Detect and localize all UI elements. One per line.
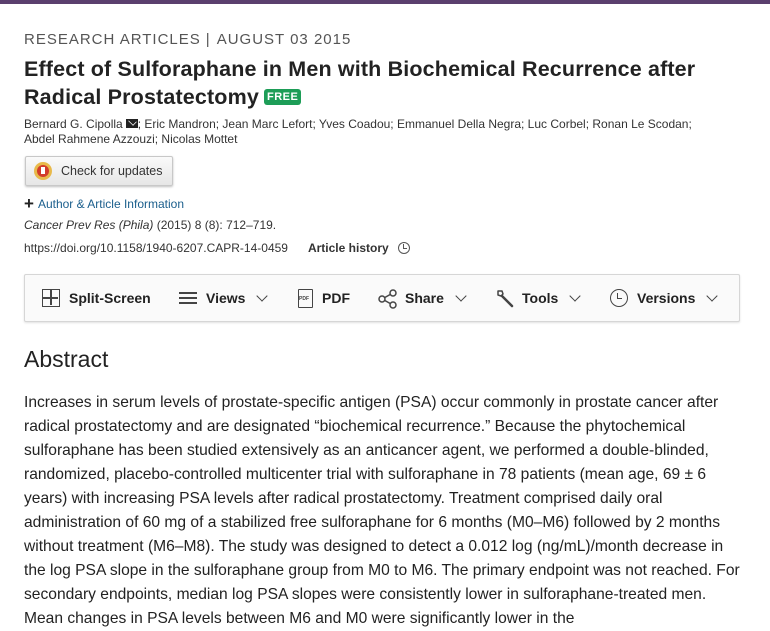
- plus-icon: +: [24, 194, 34, 213]
- author-article-info-toggle[interactable]: [24, 194, 185, 213]
- check-for-updates-button[interactable]: [25, 156, 173, 186]
- versions-label: Versions: [637, 290, 696, 306]
- tools-icon: [495, 289, 513, 307]
- share-icon-svg: [378, 289, 398, 309]
- split-screen-icon: [42, 289, 60, 307]
- tools-label: Tools: [522, 290, 559, 306]
- author-article-info-link[interactable]: Author & Article Information: [37, 197, 185, 211]
- abstract-text: Increases in serum levels of prostate-specific antigen (PSA) occur commonly in prostate cancer after radical prostatectomy and are designated “biochemical recurrence.” Because the phytochemical sulforaphane has been studied extensively as an anticancer agent, we performed a double-blinded, randomized, placebo-controlled multicenter trial with sulforaphane in 78 patients (mean age, 69 ± 6 years) with increasing PSA levels after radical prostatectomy. Treatment comprised daily oral administration of 60 mg of a stabilized free sulforaphane for 6 months (M0–M6) followed by 2 months without treatment (M6–M8). The study was designed to detect a 0.012 log (ng/mL)/month decrease in the log PSA slope in the sulforaphane group from M0 to M6. The primary endpoint was not reached. For secondary endpoints, median log PSA slopes were consistently lower in sulforaphane-treated men. Mean changes in PSA levels between M6 and M0 were significantly lower in the: [24, 394, 740, 627]
- citation-details: (2015) 8 (8): 712–719.: [153, 218, 277, 232]
- top-accent-bar: [0, 0, 770, 4]
- publication-date: AUGUST 03 2015: [216, 31, 352, 48]
- views-icon: [179, 289, 197, 307]
- tools-icon-svg: [495, 289, 515, 309]
- check-updates-icon: [34, 162, 52, 180]
- article-toolbar: [24, 274, 740, 322]
- views-dropdown[interactable]: [179, 275, 266, 321]
- versions-icon: [610, 289, 628, 307]
- abstract-heading: Abstract: [24, 346, 109, 372]
- chevron-down-icon: [455, 290, 466, 301]
- article-title: [24, 55, 740, 111]
- share-label: Share: [405, 290, 444, 306]
- journal-name: Cancer Prev Res (Phila): [24, 218, 154, 232]
- share-dropdown[interactable]: [378, 275, 465, 321]
- check-for-updates-label: Check for updates: [61, 164, 163, 178]
- author-list: [24, 117, 740, 147]
- mail-icon[interactable]: [126, 119, 138, 128]
- article-title-text: Effect of Sulforaphane in Men with Biochemical Recurrence after Radical Prostatectomy: [24, 57, 696, 109]
- doi-link[interactable]: https://doi.org/10.1158/1940-6207.CAPR-14-0459: [24, 241, 288, 255]
- article-history-link[interactable]: Article history: [307, 241, 389, 255]
- split-screen-button[interactable]: [42, 275, 151, 321]
- tools-dropdown[interactable]: [495, 275, 579, 321]
- author-link[interactable]: Bernard G. Cipolla: [24, 117, 123, 131]
- category-separator: |: [205, 31, 211, 48]
- article-category-line: [24, 31, 351, 48]
- clock-icon[interactable]: [398, 242, 410, 254]
- doi-row: [24, 241, 410, 255]
- pdf-button[interactable]: [298, 275, 350, 321]
- split-screen-label: Split-Screen: [69, 290, 151, 306]
- chevron-down-icon: [257, 290, 268, 301]
- versions-dropdown[interactable]: [610, 275, 716, 321]
- chevron-down-icon: [570, 290, 581, 301]
- chevron-down-icon: [707, 290, 718, 301]
- article-category[interactable]: RESEARCH ARTICLES: [24, 31, 201, 48]
- pdf-label: PDF: [322, 290, 350, 306]
- author-links[interactable]: Abdel Rahmene Azzouzi; Nicolas Mottet: [24, 132, 238, 146]
- pdf-icon: [298, 289, 313, 308]
- share-icon: [378, 289, 396, 307]
- views-label: Views: [206, 290, 246, 306]
- citation: [24, 218, 276, 232]
- author-links[interactable]: ; Eric Mandron; Jean Marc Lefort; Yves Coadou; Emmanuel Della Negra; Luc Corbel; Ronan Le Scodan;: [137, 117, 692, 131]
- free-badge: FREE: [264, 89, 301, 105]
